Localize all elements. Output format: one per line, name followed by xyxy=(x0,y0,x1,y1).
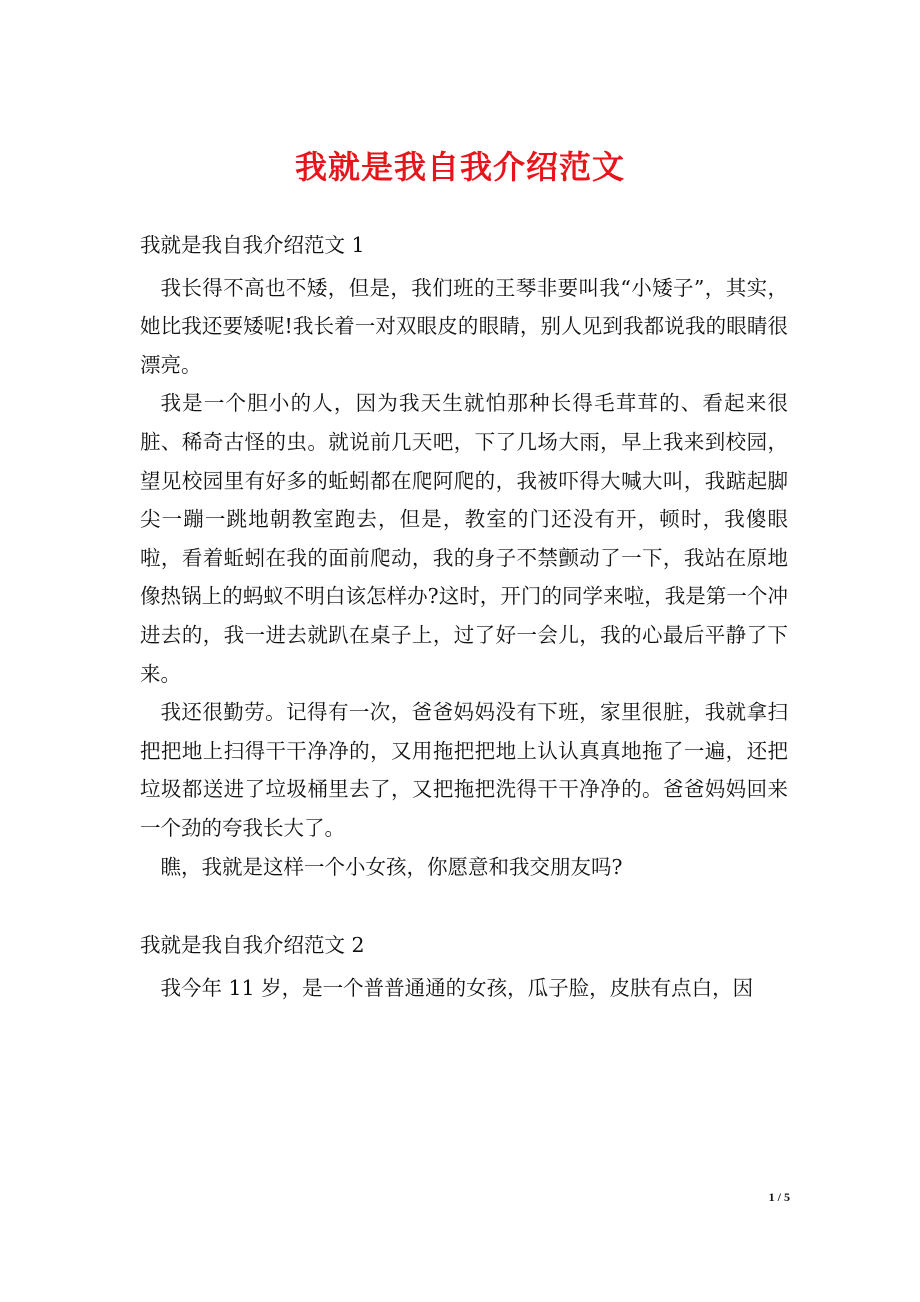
paragraph: 我今年 11 岁，是一个普普通通的女孩，瓜子脸，皮肤有点白，因 xyxy=(160,975,754,1000)
page-indicator: 1 / 5 xyxy=(768,1190,790,1204)
section-heading: 我就是我自我介绍范文 2 xyxy=(140,933,365,958)
document-body xyxy=(140,226,788,1047)
section-heading: 我就是我自我介绍范文 1 xyxy=(140,233,365,257)
section-paragraphs xyxy=(140,969,788,1008)
section-2 xyxy=(140,926,788,1007)
paragraph: 我是一个胆小的人，因为我天生就怕那种长得毛茸茸的、看起来很脏、稀奇古怪的虫。就说前几天吧，下了几场大雨，早上我来到校园，望见校园里有好多的蚯蚓都在爬阿爬的，我被吓得大喊大叫，我踮起脚尖一蹦一跳地朝教室跑去，但是，教室的门还没有开，顿时，我傻眼啦，看着蚯蚓在我的面前爬动，我的身子不禁颤动了一下，我站在原地像热锅上的蚂蚁不明白该怎样办?这时，开门的同学来啦，我是第一个冲进去的，我一进去就趴在桌子上，过了好一会儿，我的心最后平静了下来。 xyxy=(140,391,788,686)
paragraph: 我长得不高也不矮，但是，我们班的王琴非要叫我“小矮子”，其实，她比我还要矮呢!我长着一对双眼皮的眼睛，别人见到我都说我的眼睛很漂亮。 xyxy=(140,275,788,377)
section-1 xyxy=(140,226,788,886)
document-title: 我就是我自我介绍范文 xyxy=(294,148,625,186)
paragraph: 我还很勤劳。记得有一次，爸爸妈妈没有下班，家里很脏，我就拿扫把把地上扫得干干净净的，又用拖把把地上认认真真地拖了一遍，还把垃圾都送进了垃圾桶里去了，又把拖把洗得干干净净的。爸爸妈妈回来一个劲的夸我长大了。 xyxy=(140,700,788,840)
paragraph: 瞧，我就是这样一个小女孩，你愿意和我交朋友吗? xyxy=(160,854,623,879)
section-paragraphs xyxy=(140,269,788,887)
